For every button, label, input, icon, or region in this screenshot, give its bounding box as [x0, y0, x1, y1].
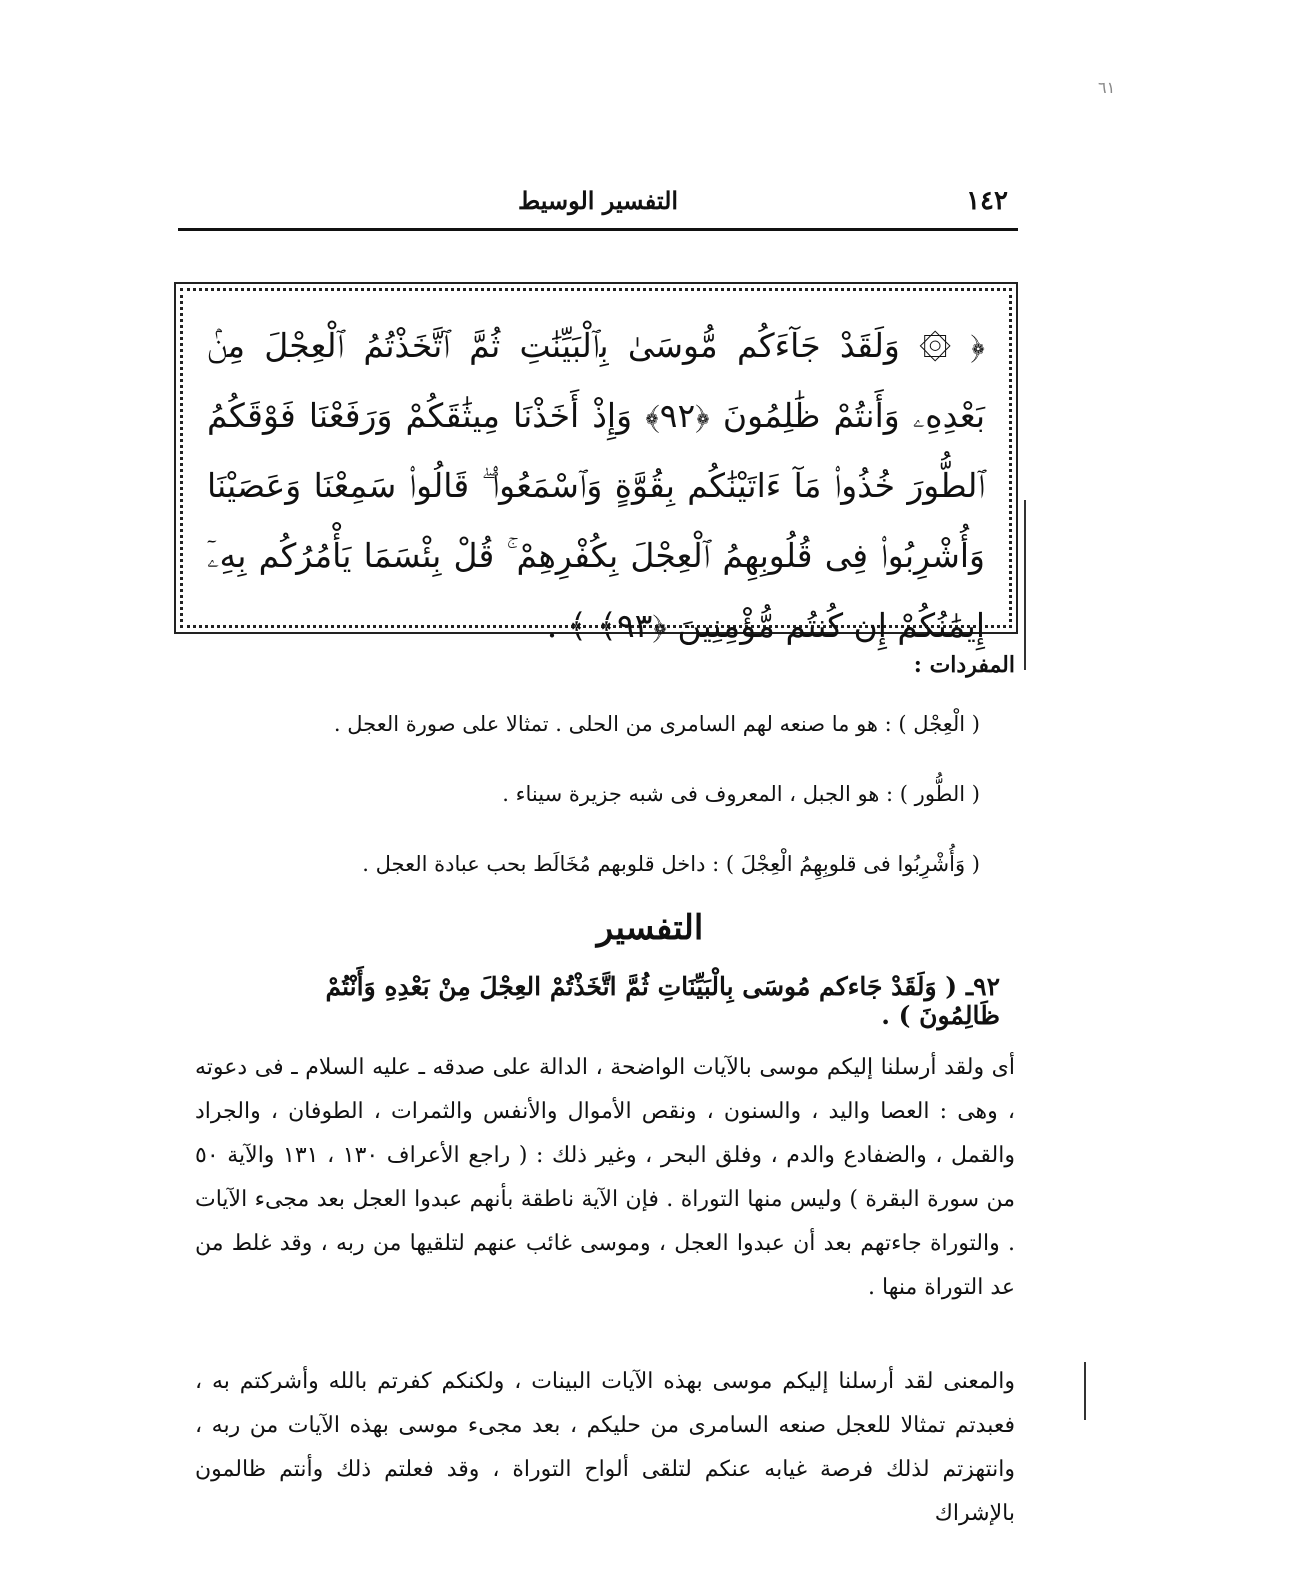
tafsir-verse-line: ٩٢ـ ( وَلَقَدْ جَاءكم مُوسَى بِالْبَيِّنَاتِ ثُمَّ اتَّخَذْتُمْ العِجْلَ مِنْ بَعْدِهِ وَأَنْتُمْ ظَالِمُونَ ) .: [325, 972, 1000, 1030]
quran-verse-text: ﴿ ۞ وَلَقَدْ جَآءَكُم مُّوسَىٰ بِٱلْبَيِّنَٰتِ ثُمَّ ٱتَّخَذْتُمُ ٱلْعِجْلَ مِنۢ بَعْدِهِۦ وَأَنتُمْ ظَٰلِمُونَ ﴿٩٢﴾ وَإِذْ أَخَذْنَا مِيثَٰقَكُمْ وَرَفَعْنَا فَوْقَكُمُ ٱلطُّورَ خُذُوا۟ مَآ ءَاتَيْنَٰكُم بِقُوَّةٍ وَٱسْمَعُوا۟ ۖ قَالُوا۟ سَمِعْنَا وَعَصَيْنَا وَأُشْرِبُوا۟ فِى قُلُوبِهِمُ ٱلْعِجْلَ بِكُفْرِهِمْ ۚ قُلْ بِئْسَمَا يَأْمُرُكُم بِهِۦٓ إِيمَٰنُكُمْ إِن كُنتُم مُّؤْمِنِينَ ﴿٩٣﴾ ﴾ .: [207, 326, 985, 645]
corner-mark: ٦١: [1098, 78, 1116, 97]
quran-verse-frame: [180, 288, 1012, 645]
vocabulary-item: ( الطُّور ) : هو الجبل ، المعروف فى شبه جزيرة سيناء .: [502, 782, 980, 806]
tafsir-paragraph: أى ولقد أرسلنا إليكم موسى بالآيات الواضحة ، الدالة على صدقه ـ عليه السلام ـ فى دعوته ، وهى : العصا واليد ، والسنون ، ونقص الأموال والأنفس والثمرات ، الطوفان ، والجراد والقمل ، والضفادع والدم ، وفلق البحر ، وغير ذلك : ( راجع الأعراف ١٣٠ ، ١٣١ والآية ٥٠ من سورة البقرة ) وليس منها التوراة . فإن الآية ناطقة بأنهم عبدوا العجل بعد مجىء الآيات . والتوراة جاءتهم بعد أن عبدوا العجل ، وموسى غائب عنهم لتلقيها من ربه ، وقد غلط من عد التوراة منها .: [195, 1055, 1015, 1300]
book-title: التفسير الوسيط: [517, 186, 679, 215]
page-number: ١٤٢: [966, 186, 1008, 216]
vocabulary-heading: المفردات :: [913, 652, 1015, 678]
page-header: [178, 180, 1018, 232]
header-rule: [178, 228, 1018, 231]
margin-line: [1024, 500, 1026, 670]
vocabulary-item: ( وَأُشْرِبُوا فى قلوبِهِمُ الْعِجْلَ ) : داخل قلوبهم مُخَالَط بحب عبادة العجل .: [362, 852, 980, 876]
margin-line: [1084, 1362, 1086, 1420]
vocabulary-item: ( الْعِجْل ) : هو ما صنعه لهم السامرى من الحلى . تمثالا على صورة العجل .: [333, 712, 980, 736]
vocabulary-list: [240, 706, 980, 916]
tafsir-heading: التفسير: [596, 908, 704, 948]
tafsir-paragraph: والمعنى لقد أرسلنا إليكم موسى بهذه الآيات البينات ، ولكنكم كفرتم بالله وأشركتم به ، فعبدتم تمثالا للعجل صنعه السامرى من حليكم ، بعد مجىء موسى بهذه الآيات من ربه ، وانتهزتم لذلك فرصة غيابه عنكم لتلقى ألواح التوراة ، وقد فعلتم ذلك وأنتم ظالمون بالإشراك: [195, 1369, 1015, 1526]
